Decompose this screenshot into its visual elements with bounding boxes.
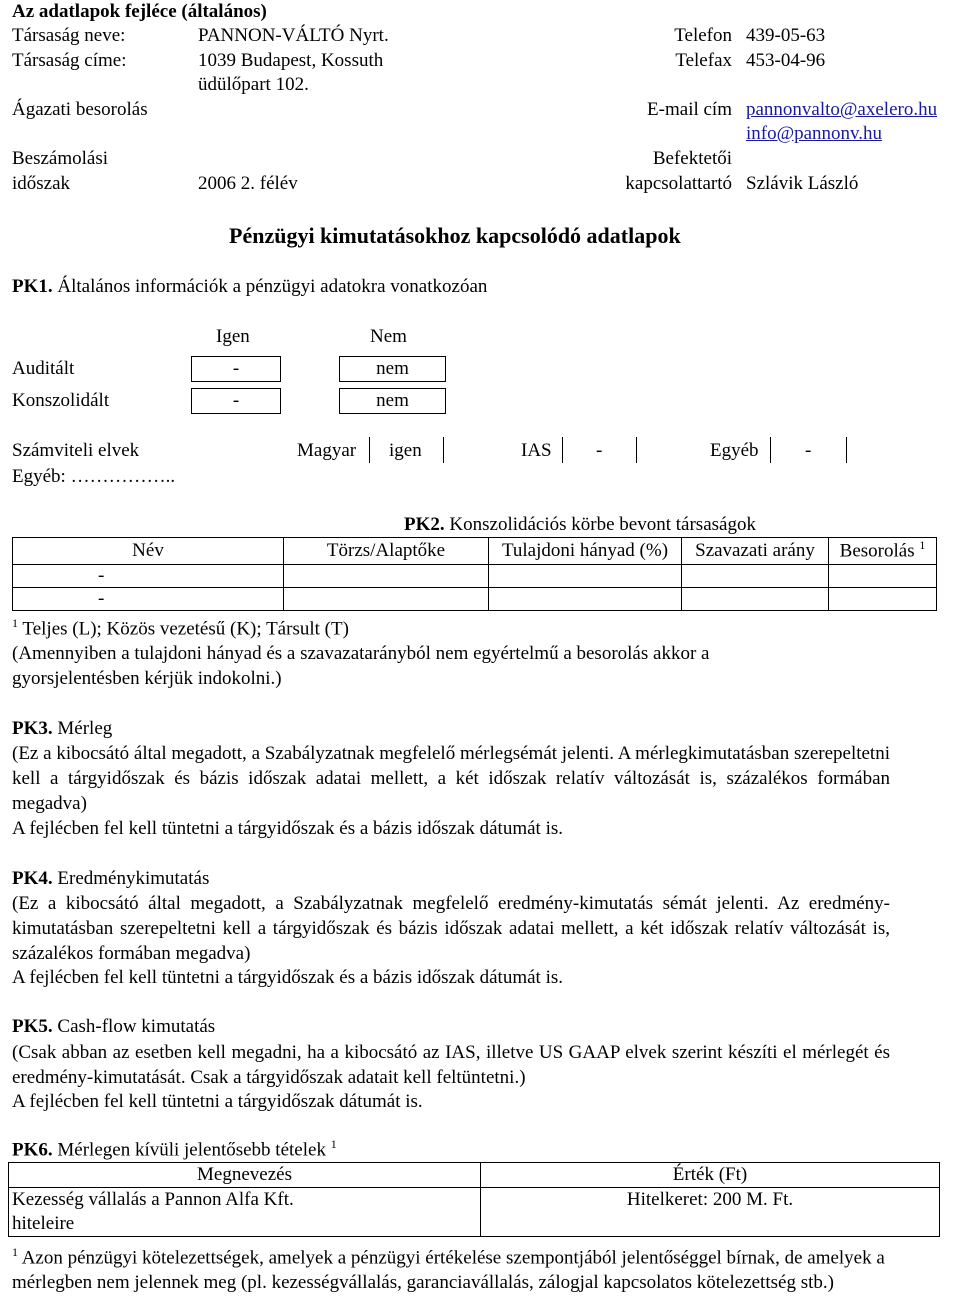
pk6-footnote-text: Azon pénzügyi kötelezettségek, amelyek a pénzügyi értékelése szempontjából jelentőséggel bírnak, de amelyek a mérlegben nem jelennek meg (pl. kezességvállalás, garanciavállalás, zálogjal kapcsolatos kötelezettség stb.) <box>12 1247 885 1294</box>
contact-value: Szlávik László <box>746 173 859 194</box>
table-cell <box>829 588 937 611</box>
divider <box>562 437 563 463</box>
pk6-heading <box>12 1137 337 1163</box>
pk1-col-no: Nem <box>370 326 407 347</box>
pk2-note-line1: (Amennyiben a tulajdoni hányad és a szavazatarányból nem egyértelmű a besorolás akkor a <box>12 643 710 664</box>
pk3-text: (Ez a kibocsátó által megadott, a Szabályzatnak megfelelő mérlegsémát jelenti. A mérlegkimutatásban szerepeltetni kell a tárgyidőszak és bázis időszak adatai mellett, a két időszak relatív változását is, százalékos formában megadva) <box>12 743 890 814</box>
divider <box>770 437 771 463</box>
table-cell <box>9 1188 481 1237</box>
header-title: Az adatlapok fejléce (általános) <box>12 1 267 22</box>
pk2-title: Konszolidációs körbe bevont társaságok <box>449 514 756 535</box>
row-name: Kezesség vállalás a Pannon Alfa Kft. hiteleire <box>12 1189 294 1234</box>
table-cell: - <box>13 565 284 588</box>
pk5-title: Cash-flow kimutatás <box>57 1016 216 1037</box>
table-row <box>13 588 937 611</box>
table-header-row <box>13 538 937 565</box>
phone-label: Telefon <box>674 25 732 46</box>
contact-label-1: Befektetői <box>652 148 732 169</box>
sector-label: Ágazati besorolás <box>12 99 148 120</box>
divider <box>443 437 444 463</box>
col-value: Érték (Ft) <box>481 1163 940 1188</box>
table-cell <box>489 565 682 588</box>
pk3-text-2: A fejlécben fel kell tüntetni a tárgyidőszak és a bázis időszak dátumát is. <box>12 818 563 839</box>
table-row <box>13 565 937 588</box>
pk4-code: PK4. <box>12 868 53 889</box>
pk5-code: PK5. <box>12 1016 53 1037</box>
pk2-code: PK2. <box>404 514 445 535</box>
pk1-audited-yes: - <box>191 356 281 382</box>
fax-label: Telefax <box>675 50 732 71</box>
company-name: PANNON-VÁLTÓ Nyrt. <box>198 25 389 46</box>
table-header-row <box>9 1163 940 1188</box>
pk4-text-2: A fejlécben fel kell tüntetni a tárgyidőszak és a bázis időszak dátumát is. <box>12 967 563 988</box>
pk5-text: (Csak abban az esetben kell megadni, ha a kibocsátó az IAS, illetve US GAAP elvek szerint készíti el mérlegét és eredmény-kimutatását. Csak a tárgyidőszak adatait kell feltüntetni.) <box>12 1042 890 1088</box>
table-cell <box>284 588 489 611</box>
pk2-table <box>12 537 937 611</box>
accounting-label: Számviteli elvek <box>12 440 140 461</box>
company-address-line2: üdülőpart 102. <box>198 74 309 95</box>
pk2-footnote <box>12 616 349 642</box>
table-cell <box>489 588 682 611</box>
col-classification <box>829 538 937 565</box>
pk1-code: PK1. <box>12 276 53 297</box>
col-voting: Szavazati arány <box>682 538 829 565</box>
company-address-line1: 1039 Budapest, Kossuth <box>198 50 384 71</box>
period-value: 2006 2. félév <box>198 173 298 194</box>
pk1-consolidated-no: nem <box>339 388 446 414</box>
col-classification-label: Besorolás <box>839 540 915 562</box>
pk6-table <box>8 1162 940 1237</box>
table-cell <box>284 565 489 588</box>
hungarian-label: Magyar <box>297 440 357 461</box>
table-cell <box>682 565 829 588</box>
pk3-heading <box>12 717 112 742</box>
table-row <box>9 1188 940 1237</box>
col-name: Megnevezés <box>9 1163 481 1188</box>
pk1-consolidated-yes: - <box>191 388 281 414</box>
period-label-2: időszak <box>12 173 71 194</box>
ias-label: IAS <box>521 440 552 461</box>
main-title: Pénzügyi kimutatásokhoz kapcsolódó adatlapok <box>229 223 681 248</box>
divider <box>636 437 637 463</box>
period-label-1: Beszámolási <box>12 148 109 169</box>
pk5-heading <box>12 1015 215 1040</box>
other-text: Egyéb: …………….. <box>12 466 176 487</box>
email-link-2[interactable]: info@pannonv.hu <box>746 123 883 144</box>
table-cell <box>829 565 937 588</box>
pk6-title: Mérlegen kívüli jelentősebb tételek <box>57 1139 326 1161</box>
pk1-row-consolidated-label: Konszolidált <box>12 390 110 411</box>
divider <box>369 437 370 463</box>
col-name: Név <box>13 538 284 565</box>
email-label: E-mail cím <box>647 99 732 120</box>
company-address-label: Társaság címe: <box>12 50 127 71</box>
pk2-footnote-text: Teljes (L); Közös vezetésű (K); Társult (T) <box>22 618 349 640</box>
pk5-text-2: A fejlécben fel kell tüntetni a tárgyidőszak dátumát is. <box>12 1091 423 1112</box>
phone-value: 439-05-63 <box>746 25 826 46</box>
hungarian-value: igen <box>389 440 422 461</box>
pk1-heading <box>12 275 487 300</box>
other-value: - <box>805 440 812 461</box>
contact-label-2: kapcsolattartó <box>625 173 732 194</box>
pk4-heading <box>12 867 209 892</box>
pk1-col-yes: Igen <box>216 326 250 347</box>
footnote-mark: 1 <box>12 1245 18 1259</box>
footnote-mark: 1 <box>330 1137 337 1151</box>
pk3-code: PK3. <box>12 718 53 739</box>
pk4-text: (Ez a kibocsátó által megadott, a Szabályzatnak megfelelő eredmény-kimutatás sémát jelenti. Az eredmény-kimutatásban szerepeltetni kell a tárgyidőszak és bázis időszak adatai mellett, a két időszak relatív változását is, százalékos formában megadva) <box>12 893 890 964</box>
company-name-label: Társaság neve: <box>12 25 126 46</box>
pk6-code: PK6. <box>12 1139 53 1161</box>
pk3-title: Mérleg <box>57 718 113 739</box>
pk4-title: Eredménykimutatás <box>57 868 210 889</box>
pk1-audited-no: nem <box>339 356 446 382</box>
pk2-note-line2: gyorsjelentésben kérjük indokolni.) <box>12 668 282 689</box>
ias-value: - <box>596 440 603 461</box>
table-cell <box>682 588 829 611</box>
table-cell: Hitelkeret: 200 M. Ft. <box>481 1188 940 1237</box>
fax-value: 453-04-96 <box>746 50 826 71</box>
col-capital: Törzs/Alaptőke <box>284 538 489 565</box>
divider <box>846 437 847 463</box>
pk1-row-audited-label: Auditált <box>12 358 75 379</box>
table-cell: - <box>13 588 284 611</box>
pk6-footnote <box>12 1240 907 1295</box>
pk2-heading <box>404 513 756 538</box>
other-label: Egyéb <box>710 440 759 461</box>
footnote-mark: 1 <box>12 616 18 630</box>
email-link-1[interactable]: pannonvalto@axelero.hu <box>746 99 938 120</box>
footnote-mark: 1 <box>919 538 926 552</box>
pk1-title: Általános információk a pénzügyi adatokra vonatkozóan <box>57 276 488 297</box>
col-ownership: Tulajdoni hányad (%) <box>489 538 682 565</box>
